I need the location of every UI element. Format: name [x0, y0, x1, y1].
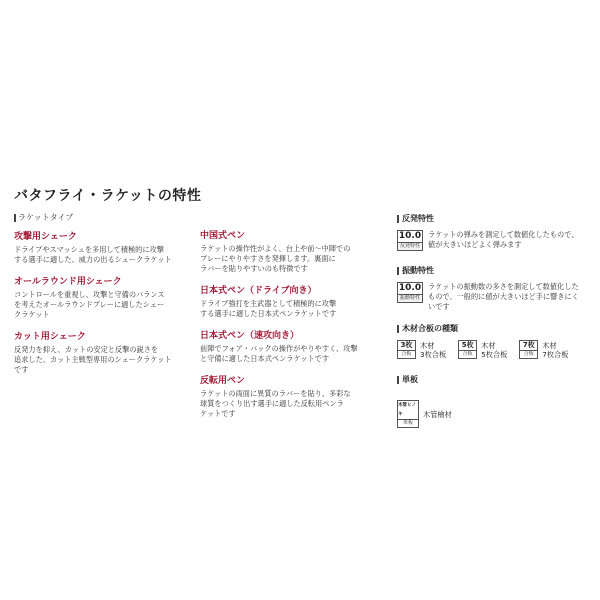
- racket-type-title: 攻撃用シェーク: [14, 232, 77, 242]
- vibration-desc: ラケットの振動数の多さを測定して数値化した もので、一般的に値が大きいほど手に響きにく いです: [428, 282, 579, 311]
- single-section: [397, 374, 592, 428]
- ply-text: 木材 5枚合板: [481, 340, 508, 359]
- racket-type-desc: ラケットの両面に異質のラバーを貼り、多彩な 球質をつくり出す選手に適した反転用ペンラ ケットです: [200, 389, 351, 418]
- racket-type-title: 日本式ペン（ドライブ向き）: [200, 286, 317, 296]
- racket-type-desc: 反発力を抑え、カットの安定と反撃の鋭さを 追求した、カット主戦型専用のシェークラケット です: [14, 345, 172, 374]
- section-bar-icon: [14, 214, 16, 222]
- ply-item: [519, 340, 568, 359]
- racket-type-item: [200, 228, 370, 274]
- ply-badge: 5枚 合板: [458, 340, 477, 359]
- section-bar-icon: [397, 325, 399, 333]
- racket-type-label: ラケットタイプ: [14, 212, 194, 223]
- section-bar-icon: [397, 376, 399, 384]
- racket-type-item: [200, 328, 370, 364]
- rebound-heading: 反発特性: [402, 214, 434, 223]
- single-text: 木管檜材: [423, 409, 452, 419]
- racket-type-desc: 前陣でフォア・バックの操作がやりやすく、攻撃 と守備に適した日本式ペンラケットです: [200, 344, 358, 363]
- rebound-section: [397, 213, 592, 251]
- racket-type-title: オールラウンド用シェーク: [14, 277, 122, 287]
- rebound-badge: 10.0 反発特性: [398, 231, 422, 249]
- single-heading: 単板: [402, 375, 418, 384]
- plies-list: [397, 340, 597, 359]
- ply-text: 木材 3枚合板: [420, 340, 447, 359]
- rebound-desc: ラケットの弾みを測定して数値化したもので、 値が大きいほどよく弾みます: [428, 230, 579, 249]
- ply-badge: 7枚 合板: [519, 340, 538, 359]
- racket-type-desc: コントロールを重視し、攻撃と守備のバランス を考えたオールラウンドプレーに適したシェー クラケット: [14, 290, 165, 319]
- single-badge: 木管ヒノキ 単板: [397, 400, 419, 428]
- middle-column: [200, 228, 370, 428]
- ply-item: [397, 340, 446, 359]
- page-title: バタフライ・ラケットの特性: [14, 188, 202, 204]
- section-bar-icon: [397, 267, 399, 275]
- section-bar-icon: [397, 215, 399, 223]
- racket-type-item: [200, 283, 370, 319]
- racket-type-item: [14, 329, 194, 375]
- single-item: [397, 400, 452, 428]
- vibration-heading: 振動特性: [402, 266, 434, 275]
- racket-type-title: 中国式ペン: [200, 231, 246, 241]
- racket-type-desc: ドライブやスマッシュを多用して積極的に攻撃 する選手に適した、威力の出るシェークラケット: [14, 245, 172, 264]
- racket-type-item: [14, 229, 194, 265]
- racket-type-desc: ドライブ強打を主武器として積極的に攻撃 する選手に適した日本式ペンラケットです: [200, 299, 337, 318]
- ply-badge: 3枚 合板: [397, 340, 416, 359]
- racket-type-title: 反転用ペン: [200, 376, 246, 386]
- racket-type-title: カット用シェーク: [14, 332, 86, 342]
- plies-section: [397, 323, 597, 359]
- ply-item: [458, 340, 507, 359]
- ply-text: 木材 7枚合板: [542, 340, 569, 359]
- racket-type-item: [14, 274, 194, 320]
- racket-type-item: [200, 373, 370, 419]
- racket-type-desc: ラケットの操作性がよく、台上や前〜中陣での プレーにやりやすさを発揮します。裏面に ラバーを貼りやすいのも特徴です: [200, 244, 351, 273]
- vibration-section: [397, 265, 592, 312]
- racket-type-title: 日本式ペン（速攻向き）: [200, 331, 300, 341]
- vibration-badge: 10.0 振動特性: [398, 283, 422, 301]
- plies-heading: 木材合板の種類: [402, 324, 458, 333]
- left-column: [14, 212, 194, 384]
